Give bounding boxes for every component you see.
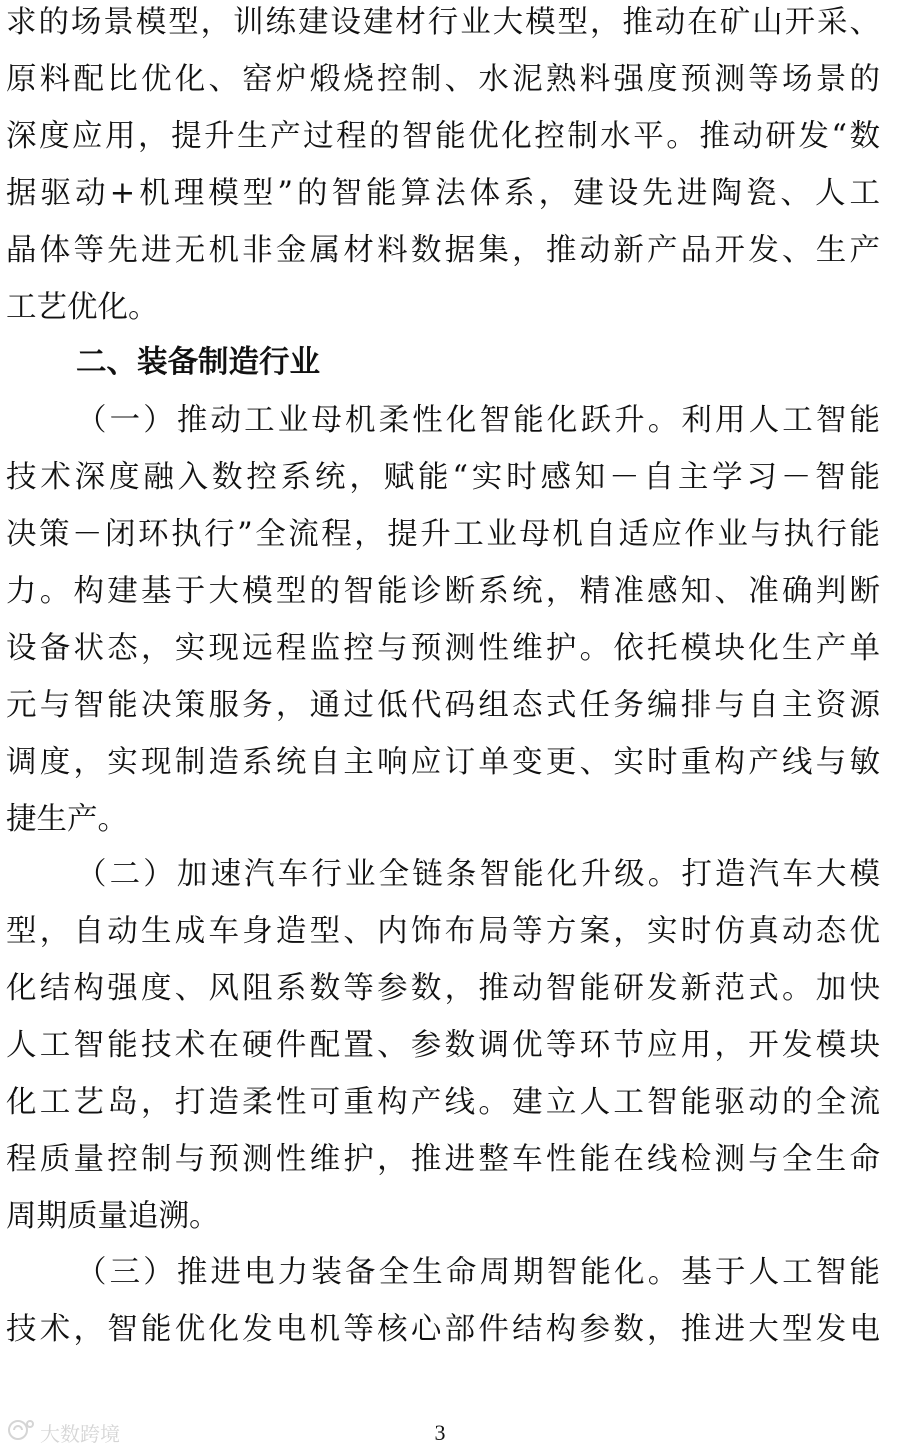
body-text-line: 化结构强度、风阻系数等参数，推动智能研发新范式。加快 <box>6 971 880 1006</box>
body-text-line: 晶体等先进无机非金属材料数据集，推动新产品开发、生产 <box>6 233 880 268</box>
body-text-line: 技术，智能优化发电机等核心部件结构参数，推进大型发电 <box>6 1312 880 1347</box>
section-heading: 二、装备制造行业 <box>76 345 320 380</box>
body-text-line: 捷生产。 <box>6 802 128 837</box>
body-text-line: 决策－闭环执行”全流程，提升工业母机自适应作业与执行能 <box>6 517 880 552</box>
body-text-line: 求的场景模型，训练建设建材行业大模型，推动在矿山开采、 <box>6 5 880 40</box>
body-text-line: 原料配比优化、窑炉煅烧控制、水泥熟料强度预测等场景的 <box>6 62 880 97</box>
body-text-line: 周期质量追溯。 <box>6 1199 220 1234</box>
body-text-line: 型，自动生成车身造型、内饰布局等方案，实时仿真动态优 <box>6 914 880 949</box>
body-text-line: 人工智能技术在硬件配置、参数调优等环节应用，开发模块 <box>6 1028 880 1063</box>
body-text-line: 技术深度融入数控系统，赋能“实时感知－自主学习－智能 <box>6 460 880 495</box>
paragraph-first-line: （一）推动工业母机柔性化智能化跃升。利用人工智能 <box>76 403 880 438</box>
body-text-line: 元与智能决策服务，通过低代码组态式任务编排与自主资源 <box>6 688 880 723</box>
body-text-line: 据驱动+机理模型”的智能算法体系，建设先进陶瓷、人工 <box>6 176 880 211</box>
body-text-line: 设备状态，实现远程监控与预测性维护。依托模块化生产单 <box>6 631 880 666</box>
body-text-line: 力。构建基于大模型的智能诊断系统，精准感知、准确判断 <box>6 574 880 609</box>
body-text-line: 调度，实现制造系统自主响应订单变更、实时重构产线与敏 <box>6 745 880 780</box>
watermark-text: 大数跨境 <box>40 1421 120 1446</box>
body-text-line: 化工艺岛，打造柔性可重构产线。建立人工智能驱动的全流 <box>6 1085 880 1120</box>
page-number: 3 <box>434 1420 446 1445</box>
body-text-line: 工艺优化。 <box>6 290 159 325</box>
paragraph-first-line: （三）推进电力装备全生命周期智能化。基于人工智能 <box>76 1255 880 1290</box>
paragraph-first-line: （二）加速汽车行业全链条智能化升级。打造汽车大模 <box>76 857 880 892</box>
body-text-line: 深度应用，提升生产过程的智能优化控制水平。推动研发“数 <box>6 119 880 154</box>
body-text-line: 程质量控制与预测性维护，推进整车性能在线检测与全生命 <box>6 1142 880 1177</box>
